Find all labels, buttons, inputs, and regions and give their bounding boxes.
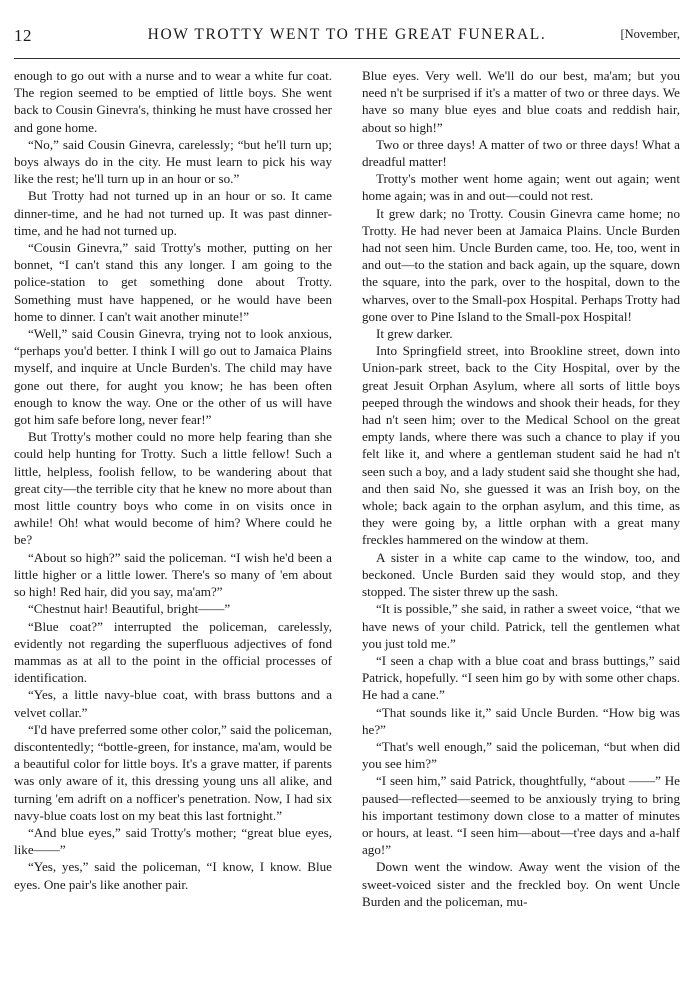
paragraph: “Chestnut hair! Beautiful, bright——” xyxy=(28,601,231,617)
running-title: HOW TROTTY WENT TO THE GREAT FUNERAL. xyxy=(147,26,547,43)
paragraph: A sister in a white cap came to the window, too, and beckoned. Uncle Burden said they would stop, and they stopped. The sister threw up the sash. xyxy=(362,549,680,600)
paragraph: enough to go out with a nurse and to wear a white fur coat. The region seemed to be emptied of little boys. She went back to Cousin Ginevra's, thinking he must have crossed her and gone home. xyxy=(14,68,332,135)
running-header xyxy=(14,22,680,46)
header-rule xyxy=(14,58,680,59)
paragraph: It grew darker. xyxy=(376,326,453,342)
paragraph: “That sounds like it,” said Uncle Burden. “How big was he?” xyxy=(362,704,680,737)
paragraph: But Trotty had not turned up in an hour or so. It came dinner-time, and he had not turned up. It was past dinner-time, and he had not turned up. xyxy=(14,188,332,238)
paragraph: “No,” said Cousin Ginevra, carelessly; “but he'll turn up; boys always do in the city. He must learn to pick his way like the rest; he'll turn up in an hour or so.” xyxy=(14,136,332,187)
paragraph: “It is possible,” she said, in rather a sweet voice, “that we have news of your child. Patrick, tell the gentlemen what you just told me.” xyxy=(362,601,680,651)
paragraph: Trotty's mother went home again; went out again; went home again; was in and out—could not rest. xyxy=(362,171,680,204)
header-month: [November, xyxy=(620,27,680,41)
paragraph: Blue eyes. Very well. We'll do our best, ma'am; but you need n't be surprised if it's a matter of two or three days. We have so many blue eyes and blue coats and reddish hair, about so high!” xyxy=(362,68,680,135)
paragraph: “About so high?” said the policeman. “I wish he'd been a little higher or a little lower. There's so many of 'em about so high! Red hair, did you say, ma'am?” xyxy=(14,549,332,600)
paragraph: “And blue eyes,” said Trotty's mother; “great blue eyes, like——” xyxy=(14,824,332,858)
paragraph: It grew dark; no Trotty. Cousin Ginevra came home; no Trotty. He had never been at Jamaica Plains. Uncle Burden had not seen him. Uncle Burden came, too. He, too, went in and out—to the station and back again, up the square, down the square, into the park, over to the hospital, down to the wharves, over to the Small-pox Hospital. Perhaps Trotty had gone over to Pine Island to the Small-pox Hospital! xyxy=(362,205,680,324)
paragraph: Into Springfield street, into Brookline street, down into Union-park street, back to the City Hospital, over by the great Jesuit Orphan Asylum, where all sorts of little boys peeped through the windows and shook their heads, for they had n't seen him; over to the Medical School on the great empty lands, where there was such a chance to play if you felt like it, and where a gentleman student said he had n't seen such a boy, and a lady student said she thought she had, and then said No, she guessed it was an Irish boy, on the whole; back again to the orphan asylum, and this time, as they were going by, a little orphan with a great many freckles hammered on the window at them. xyxy=(362,343,680,548)
paragraph: “Cousin Ginevra,” said Trotty's mother, putting on her bonnet, “I can't stand this any longer. I am going to the police-station to get something done about Trotty. Something must have happened, or he would have been home to dinner. I can't wait another minute!” xyxy=(14,240,332,324)
paragraph: “I'd have preferred some other color,” said the policeman, discontentedly; “bottle-green, for instance, ma'am, would be a beautiful color for little boys. It's a grave matter, if parents was only aware of it, this dressing young uns all alike, and turning 'em adrift on a nofficer's penetration. Now, I had six navy-blue coats lost on my beat this last fortnight.” xyxy=(14,721,332,823)
paragraph: “Yes, a little navy-blue coat, with brass buttons and a velvet collar.” xyxy=(14,687,332,720)
paragraph: Two or three days! A matter of two or three days! What a dreadful matter! xyxy=(362,136,680,170)
paragraph: “Yes, yes,” said the policeman, “I know, I know. Blue eyes. One pair's like another pair. xyxy=(14,859,332,892)
left-column xyxy=(14,67,332,910)
right-column xyxy=(362,67,680,910)
page-number: 12 xyxy=(14,26,32,45)
paragraph: “Well,” said Cousin Ginevra, trying not to look anxious, “perhaps you'd better. I think I will go out to Jamaica Plains myself, and inquire at Uncle Burden's. The child may have gone out there, for aught you know; he has been often enough to know the way. One or the other of us will have got him safe before long, never fear!” xyxy=(14,326,332,428)
paragraph: “Blue coat?” interrupted the policeman, carelessly, evidently not regarding the superfluous adjectives of fond mammas as at all to the point in the official processes of identification. xyxy=(14,618,332,686)
paragraph: Down went the window. Away went the vision of the sweet-voiced sister and the freckled boy. On went Uncle Burden and the policeman, mu- xyxy=(362,859,680,909)
paragraph: “I seen a chap with a blue coat and brass buttings,” said Patrick, hopefully. “I seen him go by with some other chaps. He had a cane.” xyxy=(362,652,680,703)
text-columns xyxy=(14,67,680,910)
paragraph: “That's well enough,” said the policeman, “but when did you see him?” xyxy=(362,738,680,772)
paragraph: But Trotty's mother could no more help fearing than she could help hunting for Trotty. Such a little fellow! Such a little, helpless, foolish fellow, to be wandering about that great city—the terrible city that he knew no more about than most little country boys who come in on visits once in awhile! Oh! what would become of him? Where could he be? xyxy=(14,429,332,548)
paragraph: “I seen him,” said Patrick, thoughtfully, “about ——” He paused—reflected—seemed to be anxiously trying to bring his important testimony down close to a matter of minutes or hours, at least. “I seen him—about—t'ree days and a-half ago!” xyxy=(362,773,680,858)
